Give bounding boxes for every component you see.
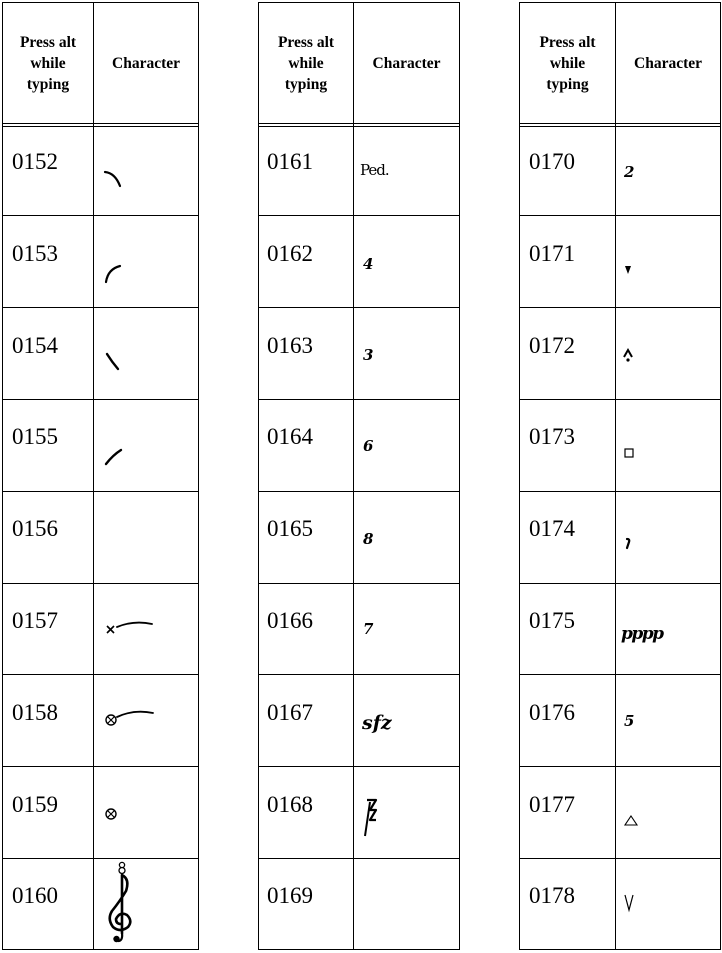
digit-icon: 7 bbox=[363, 620, 374, 638]
header-rule bbox=[3, 123, 198, 124]
row-divider bbox=[259, 307, 459, 308]
alt-code: 0178 bbox=[529, 883, 575, 908]
row-divider bbox=[259, 858, 459, 859]
header-press-alt: Press alt while typing bbox=[277, 33, 335, 93]
digit-icon: 8 bbox=[363, 530, 374, 548]
column-divider bbox=[615, 3, 616, 949]
alt-code: 0174 bbox=[529, 516, 575, 541]
marcato-icon bbox=[623, 348, 633, 362]
header-character: Character bbox=[112, 54, 180, 72]
slur-down-icon bbox=[103, 169, 123, 189]
row-divider bbox=[520, 491, 720, 492]
pppp-icon: pppp bbox=[621, 624, 663, 644]
alt-code: 0156 bbox=[12, 516, 58, 541]
char-table-1 bbox=[2, 2, 199, 950]
char-table-2 bbox=[258, 2, 460, 950]
row-divider bbox=[520, 766, 720, 767]
alt-code: 0159 bbox=[12, 792, 58, 817]
row-divider bbox=[520, 674, 720, 675]
breath-mark-icon bbox=[624, 538, 632, 550]
row-divider bbox=[3, 674, 198, 675]
v-mark-icon bbox=[624, 894, 634, 912]
alt-code: 0152 bbox=[12, 149, 58, 174]
header-rule bbox=[520, 126, 720, 127]
sfz-icon: sfz bbox=[362, 712, 392, 734]
circle-cross-icon bbox=[103, 806, 119, 822]
staccatissimo-icon bbox=[624, 265, 632, 275]
digit-icon: 4 bbox=[363, 255, 374, 273]
row-divider bbox=[520, 215, 720, 216]
row-divider bbox=[3, 858, 198, 859]
alt-code: 0173 bbox=[529, 424, 575, 449]
treble-clef-8va-icon bbox=[104, 861, 138, 945]
row-divider bbox=[259, 583, 459, 584]
slash-down-icon bbox=[104, 352, 122, 372]
row-divider bbox=[259, 674, 459, 675]
row-divider bbox=[520, 858, 720, 859]
header-rule bbox=[259, 126, 459, 127]
header-character: Character bbox=[634, 54, 702, 72]
row-divider bbox=[3, 215, 198, 216]
digit-icon: 3 bbox=[363, 346, 374, 364]
header-rule bbox=[259, 123, 459, 124]
alt-code: 0167 bbox=[267, 700, 313, 725]
alt-code: 0158 bbox=[12, 700, 58, 725]
row-divider bbox=[520, 307, 720, 308]
triangle-icon bbox=[624, 815, 638, 827]
char-table-3 bbox=[519, 2, 721, 950]
header-press-alt: Press alt while typing bbox=[539, 33, 596, 93]
slur-up-icon bbox=[103, 263, 123, 285]
alt-code: 0164 bbox=[267, 424, 313, 449]
row-divider bbox=[520, 583, 720, 584]
alt-code: 0170 bbox=[529, 149, 575, 174]
alt-code: 0160 bbox=[12, 883, 58, 908]
alt-code: 0176 bbox=[529, 700, 575, 725]
alt-code: 0172 bbox=[529, 333, 575, 358]
row-divider bbox=[3, 766, 198, 767]
header-character: Character bbox=[372, 54, 441, 72]
alt-code: 0177 bbox=[529, 792, 575, 817]
row-divider bbox=[3, 307, 198, 308]
alt-code: 0161 bbox=[267, 149, 313, 174]
row-divider bbox=[3, 491, 198, 492]
cross-tie-icon bbox=[104, 619, 156, 637]
alt-code: 0157 bbox=[12, 608, 58, 633]
alt-code: 0153 bbox=[12, 241, 58, 266]
row-divider bbox=[520, 399, 720, 400]
triplet-flag-icon bbox=[361, 798, 379, 838]
row-divider bbox=[259, 491, 459, 492]
square-icon bbox=[624, 448, 634, 458]
header-press-alt: Press alt while typing bbox=[19, 33, 77, 93]
alt-code: 0155 bbox=[12, 424, 58, 449]
row-divider bbox=[259, 766, 459, 767]
alt-code: 0162 bbox=[267, 241, 313, 266]
alt-code: 0166 bbox=[267, 608, 313, 633]
digit-icon: 5 bbox=[624, 712, 635, 730]
row-divider bbox=[3, 583, 198, 584]
column-divider bbox=[353, 3, 354, 949]
slash-up-icon bbox=[104, 447, 124, 467]
alt-code: 0168 bbox=[267, 792, 313, 817]
alt-code: 0154 bbox=[12, 333, 58, 358]
ped-icon: Ped. bbox=[360, 161, 389, 179]
column-divider bbox=[93, 3, 94, 949]
row-divider bbox=[3, 399, 198, 400]
row-divider bbox=[259, 215, 459, 216]
alt-code: 0163 bbox=[267, 333, 313, 358]
header-rule bbox=[3, 126, 198, 127]
alt-code: 0169 bbox=[267, 883, 313, 908]
digit-icon: 6 bbox=[363, 437, 374, 455]
header-rule bbox=[520, 123, 720, 124]
alt-code: 0175 bbox=[529, 608, 575, 633]
row-divider bbox=[259, 399, 459, 400]
alt-code: 0165 bbox=[267, 516, 313, 541]
digit-icon: 2 bbox=[624, 163, 635, 181]
alt-code: 0171 bbox=[529, 241, 575, 266]
circle-cross-tie-icon bbox=[103, 708, 157, 728]
